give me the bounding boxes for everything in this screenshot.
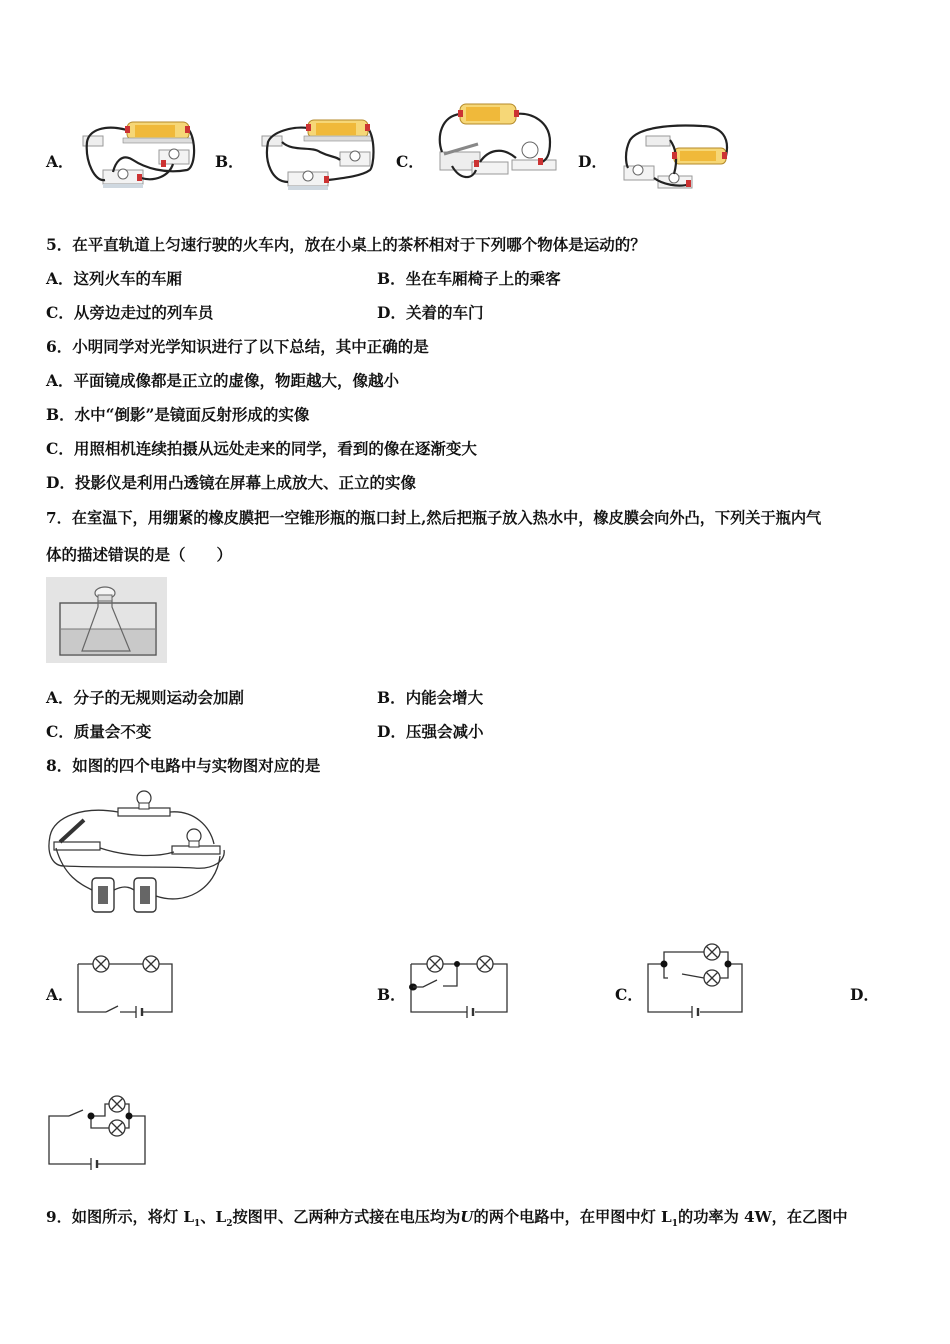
q9-sub-l1-again: 1 <box>671 1219 678 1230</box>
q7-stem-line2: 体的描述错误的是（ ） <box>46 545 233 564</box>
q9-stem-part2: 、L <box>200 1208 227 1226</box>
q6-option-d[interactable]: D．投影仪是利用凸透镜在屏幕上成放大、正立的实像 <box>46 473 416 492</box>
q9-voltage-var: U <box>460 1208 474 1226</box>
q7-option-a[interactable]: A．分子的无规则运动会加剧 <box>46 688 245 707</box>
q8-physical-circuit-image <box>44 786 230 920</box>
q4-option-d-label: D． <box>578 152 607 171</box>
q4-option-c-circuit-image <box>432 100 562 186</box>
q8-option-b-label: B． <box>377 985 406 1004</box>
q6-option-b[interactable]: B．水中“倒影”是镜面反射形成的实像 <box>46 405 310 424</box>
q4-option-d-circuit-image <box>618 118 738 198</box>
q7-option-b[interactable]: B．内能会增大 <box>377 688 484 707</box>
q9-stem-part5: 的功率为 4W，在乙图中 <box>678 1208 848 1226</box>
q9-sub-l2: 2 <box>226 1219 233 1230</box>
q4-option-a-circuit-image <box>75 112 200 196</box>
q8-option-a-circuit-diagram <box>76 954 174 1014</box>
q8-stem: 8．如图的四个电路中与实物图对应的是 <box>46 756 321 775</box>
q8-option-b-circuit-diagram <box>409 954 511 1016</box>
q8-option-a-label: A． <box>46 985 74 1004</box>
q7-flask-in-water-image <box>46 577 167 663</box>
q8-option-c-label: C． <box>615 985 643 1004</box>
q4-option-a-label: A． <box>46 152 74 171</box>
q8-option-c-circuit-diagram <box>646 942 744 1016</box>
q9-stem-part3: 按图甲、乙两种方式接在电压均为 <box>232 1208 461 1226</box>
q5-stem: 5．在平直轨道上匀速行驶的火车内，放在小桌上的茶杯相对于下列哪个物体是运动的？ <box>46 235 646 254</box>
q9-stem-part1: 9．如图所示，将灯 L <box>46 1208 195 1226</box>
q8-option-d-circuit-diagram <box>47 1096 147 1168</box>
q4-option-b-circuit-image <box>252 112 377 196</box>
q4-option-c-label: C． <box>396 152 424 171</box>
q6-stem: 6．小明同学对光学知识进行了以下总结，其中正确的是 <box>46 337 429 356</box>
q5-option-d[interactable]: D．关着的车门 <box>377 303 484 322</box>
q4-option-b-label: B． <box>215 152 244 171</box>
q6-option-a[interactable]: A．平面镜成像都是正立的虚像，物距越大，像越小 <box>46 371 400 390</box>
q5-option-c[interactable]: C．从旁边走过的列车员 <box>46 303 214 322</box>
q6-option-c[interactable]: C．用照相机连续拍摄从远处走来的同学，看到的像在逐渐变大 <box>46 439 477 458</box>
q7-option-c[interactable]: C．质量会不变 <box>46 722 152 741</box>
q7-option-d[interactable]: D．压强会减小 <box>377 722 484 741</box>
q9-stem <box>46 1207 848 1234</box>
q7-stem-line1: 7．在室温下，用绷紧的橡皮膜把一空锥形瓶的瓶口封上,然后把瓶子放入热水中，橡皮膜会向外凸，下列关于瓶内气 <box>46 509 822 527</box>
q5-option-a[interactable]: A．这列火车的车厢 <box>46 269 183 288</box>
q5-option-b[interactable]: B．坐在车厢椅子上的乘客 <box>377 269 561 288</box>
q9-sub-l1: 1 <box>194 1219 201 1230</box>
q9-stem-part4: 的两个电路中，在甲图中灯 L <box>473 1208 672 1226</box>
q8-option-d-label: D． <box>850 985 879 1004</box>
